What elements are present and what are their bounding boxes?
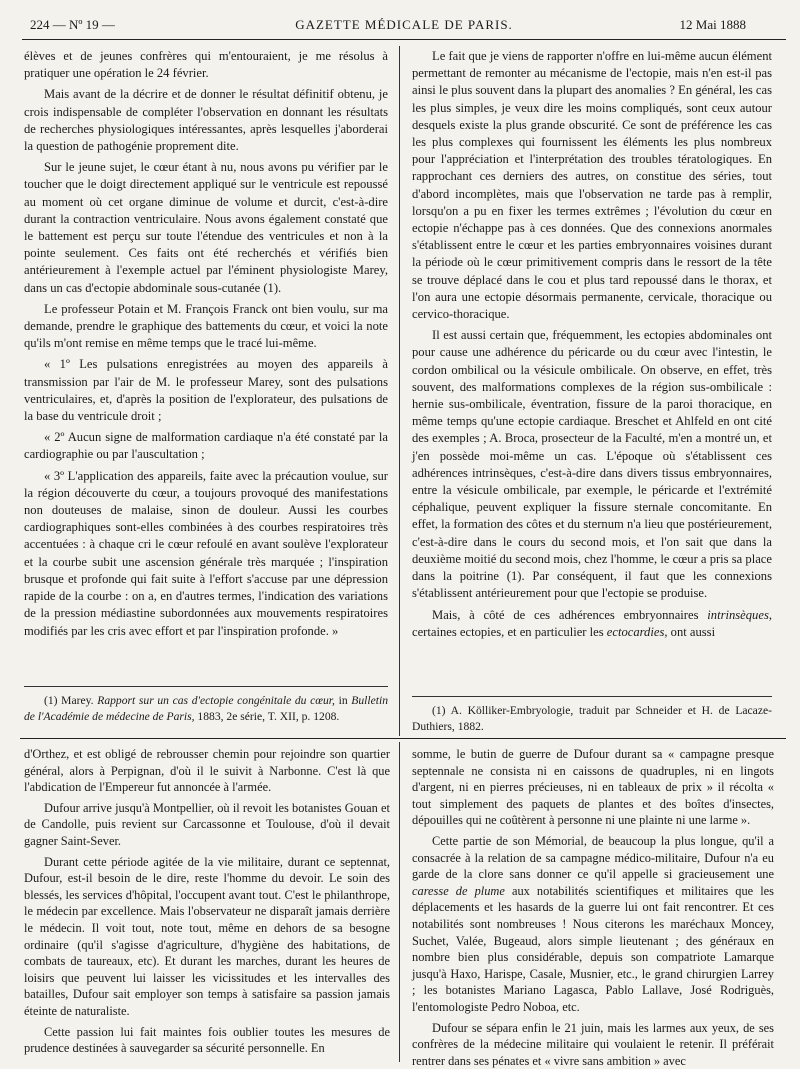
column-divider — [399, 46, 400, 736]
paragraph: Cette passion lui fait maintes fois oublier toutes les mesures de prudence destinées à sauvegarder sa sécurité personnelle. En — [24, 1024, 390, 1057]
bottom-right-column — [412, 746, 774, 1058]
paragraph: Mais avant de la décrire et de donner le résultat définitif obtenu, je crois indispensable de compléter l'observation en donnant les résultats de recherches physiologiques intéressantes, après lesquelles j'aborderai la question de pathogénie proprement dite. — [24, 86, 388, 155]
paragraph: d'Orthez, et est obligé de rebrousser chemin pour rejoindre son quartier général, alors à Perpignan, d'où il le suivit à Narbonne. C'est là que l'abdication de l'Empereur fut annoncée à l'armée. — [24, 746, 390, 796]
paragraph: somme, le butin de guerre de Dufour durant sa « campagne presque septennale ne consista ni en caissons de quadruples, ni en lingots d'argent, ni en pierres précieuses, ni en tableaux de prix » il récolta « tout simplement des paquets de plantes et des boîtes d'insectes, dépouilles qui ne coûtèrent à personne ni une plainte ni une larme ». — [412, 746, 774, 829]
footnote-text: 1883, 2e série, T. XII, p. 1208. — [195, 710, 340, 723]
footnote-title: Rapport sur un cas d'ectopie congénitale du cœur, — [97, 694, 335, 707]
page-number: 224 — Nº 19 — — [30, 14, 115, 36]
paragraph: Sur le jeune sujet, le cœur étant à nu, nous avons pu vérifier par le toucher que le doigt directement appliqué sur le ventricule est repoussé au moment où cet organe diminue de volume et durcit, c'est-à-dire durant la contraction ventriculaire. Nous avons également constaté que le battement est perçu sur toute l'étendue des ventricules et non à la pointe seulement. Ces faits ont été recherchés et vérifiés bien antérieurement à l'exemple actuel par l'éminent physiologiste Marey, dans un cas d'ectopie abdominale sous-cutanée (1). — [24, 159, 388, 297]
column-divider — [399, 742, 400, 1062]
paragraph: « 1º Les pulsations enregistrées au moyen des appareils à transmission par l'air de M. le professeur Marey, sont des pulsations ventriculaires, et, d'après la position de l'explorateur, des pulsations de la base du ventricule droit ; — [24, 356, 388, 425]
paragraph: élèves et de jeunes confrères qui m'entouraient, je me résolus à pratiquer une opération le 24 février. — [24, 48, 388, 82]
footnote-mark: (1) Marey. — [44, 694, 94, 707]
paragraph: « 3º L'application des appareils, faite avec la précaution voulue, sur la région découverte du cœur, a toujours provoqué des manifestations non douteuses de malaise, sinon de douleur. Aussi les courbes cardiographiques sont-elles combinées à des courbes respiratoires très accentuées : à chaque cri le cœur refoulé en avant soulève l'explorateur et la courbe subit une ascension générale très marquée ; l'inspiration brusque et profonde qui fait suite à l'effort s'accuse par une dépression rapide de la courbe : on a, en d'autres termes, l'indication des variations de la pression médiastine subordonnées aux mouvements respiratoires modifiés par les cris avec effort et par l'inspiration profonde. » — [24, 468, 388, 640]
left-column — [24, 48, 388, 684]
paragraph: Dufour arrive jusqu'à Montpellier, où il revoit les botanistes Gouan et de Candolle, puis revient sur Carcassonne et Toulouse, d'où il devait gagner Saint-Sever. — [24, 800, 390, 850]
header-rule — [22, 39, 786, 40]
footnote-text: in — [335, 694, 351, 707]
page-header — [22, 14, 786, 36]
paragraph: Le professeur Potain et M. François Franck ont bien voulu, sur ma demande, prendre le graphique des battements du cœur, et voici la note qu'ils m'ont remise en même temps que le tracé lui-même. — [24, 301, 388, 353]
issue-date: 12 Mai 1888 — [680, 14, 746, 36]
paragraph: Cette partie de son Mémorial, de beaucoup la plus longue, qu'il a consacrée à la relation de sa campagne médico-militaire, Dufour n'a eu garde de la clore sans donner ce qu'il appelle si gracieusement une caresse de plume aux notabilités scientifiques et militaires que les déplacements et les hasards de la guerre lui ont fait rencontrer. Et ces notabilités sont nombreuses ! Nous citerons les maréchaux Moncey, Suchet, Valée, Bugeaud, alors simple lieutenant ; des généraux en nombre bien plus considérable, depuis son compatriote Lamarque jusqu'à Haxo, Harispe, Casale, Musnier, etc., le grand chirurgien Larrey ; les botanistes Mariano Lagasca, Pablo Lallave, José Rodriguès, l'entomologiste Pedro Noboa, etc. — [412, 833, 774, 1016]
paragraph: Dufour se sépara enfin le 21 juin, mais les larmes aux yeux, de ses confrères de la médecine militaire qui voulaient le retenir. Il préférait rentrer dans ses pénates et « vivre sans ambition » avec — [412, 1020, 774, 1069]
paragraph: Le fait que je viens de rapporter n'offre en lui-même aucun élément permettant de remonter au mécanisme de l'ectopie, mais n'en est-il pas ainsi le plus souvent dans la plupart des anomalies ? En général, les cas les plus simples, je veux dire les moins compliqués, sont ceux autour desquels existe la plus grande obscurité. Ce sont de préférence les cas les plus complexes qui fournissent les éléments les plus nombreux pour l'appréciation et l'interprétation des troubles tératologiques. En rapprochant ces derniers des autres, on constitue des séries, tout d'abord incomplètes, mais que l'observation ne tarde pas à remplir, lorsqu'on a pu en fixer les termes extrêmes ; l'évolution du cœur en ectopie n'échappe pas à ces données. Que des connexions anormales s'établissent entre le cœur et les parties embryonnaires voisines durant la période où le cœur primitivement compris dans le ressort de la tête se trouve déplacé dans le cou et plus tard repoussé dans le thorax, et l'on aura une ectopie désormais permanente, cervicale, thoracique ou cervico-thoracique. — [412, 48, 772, 323]
footnote-text: (1) A. Kölliker-Embryologie, traduit par Schneider et H. de Lacaze-Duthiers, 1882. — [412, 703, 772, 734]
paragraph: Durant cette période agitée de la vie militaire, durant ce septennat, Dufour, est-il besoin de le dire, reste l'homme du devoir. Le soin des blessés, les services d'hôpital, l'occupent avant tout. C'est le philanthrope, le médecin par excellence. Mais l'observateur ne disparaît jamais derrière le médecin. Il voit tout, note tout, même en dehors de sa besogne ordinaire (qu'il s'agisse d'agriculture, d'hygiène des habitations, de combats de taureaux, etc). Et durant les marches, durant les heures de loisirs que peuvent lui laisser les vicissitudes et les intervalles des batailles, Dufour sait employer son temps à satisfaire sa passion jamais éteinte de naturaliste. — [24, 854, 390, 1020]
footnote-journal: Bulletin de l'Académie de médecine de Paris, — [24, 694, 388, 723]
bottom-left-column — [24, 746, 390, 1058]
right-footnote — [412, 696, 772, 734]
right-column — [412, 48, 772, 684]
section-rule — [20, 738, 786, 739]
journal-title: GAZETTE MÉDICALE DE PARIS. — [22, 14, 786, 36]
paragraph: Mais, à côté de ces adhérences embryonnaires intrinsèques, certaines ectopies, et en particulier les ectocardies, ont aussi — [412, 607, 772, 641]
left-footnote — [24, 686, 388, 724]
paragraph: Il est aussi certain que, fréquemment, les ectopies abdominales ont pour cause une adhérence du péricarde ou du cœur avec l'intestin, le cordon ombilical ou la vésicule ombilicale. On observe, en effet, très souvent, des malformations complexes de la région sus-ombilicale : hernie sus-ombilicale, éventration, fissure de la paroi thoracique, en même temps qu'une ectopie cardiaque. Breschet et Ahlfeld en ont cité des exemples ; A. Broca, prosecteur de la Faculté, m'en a montré un, et j'en possède moi-même un cas. L'époque où s'établissent ces adhérences intrinsèques, c'est-à-dire dans divers tissus embryonnaires, entre la vésicule ombilicale, par exemple, le péricarde et l'extrémité céphalique, peuvent expliquer la fissure sternale concomitante. En effet, la formation des côtes et du sternum n'a lieu que postérieurement, c'est-à-dire dans le cours du second mois, et l'on sait que dans la deuxième moitié du second mois, chez l'homme, le cœur a pris sa place dans la poitrine (1). Par conséquent, il faut que les connexions s'établissent antérieurement pour que l'ectopie se produise. — [412, 327, 772, 602]
paragraph: « 2º Aucun signe de malformation cardiaque n'a été constaté par la cardiographie ou par l'auscultation ; — [24, 429, 388, 463]
